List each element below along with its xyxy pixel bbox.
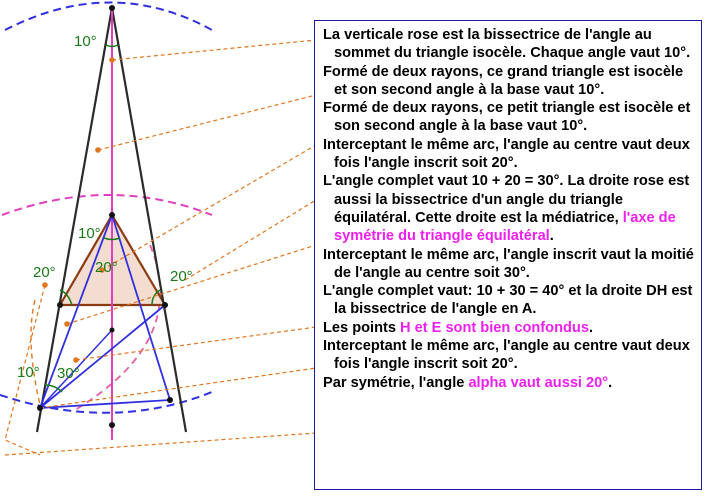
angle-label-apex: 10° [78, 225, 101, 242]
explanation-7: L'angle complet vaut: 10 + 30 = 40° et la droite DH est la bissectrice de l'angle en A. [323, 283, 693, 318]
leader-lines [5, 40, 316, 455]
alpha-highlight: alpha vaut aussi 20° [468, 374, 609, 391]
explanation-box [314, 20, 702, 490]
magenta-dashed-arc [2, 195, 212, 215]
explanation-10-end: . [608, 374, 613, 391]
big-triangle-right-side [112, 8, 186, 432]
angle-label-right: 20° [170, 268, 193, 285]
explanation-8-end: . [588, 319, 594, 336]
explanation-1: La verticale rose est la bissectrice de l'angle au sommet du triangle isocèle. Chaque angle vaut 10°. [323, 27, 691, 62]
bottom-left-dashed-arc [31, 300, 40, 405]
explanation-4: Interceptant le même arc, l'angle au centre vaut deux fois l'angle inscrit soit 20°. [323, 136, 690, 172]
explanation-5 [323, 172, 695, 245]
explanation-8-text: Les points [323, 319, 401, 336]
blue-line-3 [40, 400, 170, 408]
symmetry-axis-highlight: l'axe de symétrie du triangle équilatéral [334, 209, 676, 245]
explanation-9: Interceptant le même arc, l'angle au centre vaut deux fois l'angle inscrit soit 20°. [323, 338, 690, 373]
orange-dots [42, 57, 115, 363]
explanation-2: Formé de deux rayons, ce grand triangle est isocèle et son second angle à la base vaut 10°. [323, 63, 684, 98]
angle-label-a-10: 10° [17, 364, 40, 381]
explanation-8 [323, 319, 695, 337]
explanation-10-text: Par symétrie, l'angle [323, 374, 469, 391]
explanation-5-text: L'angle complet vaut 10 + 20 = 30°. La droite rose est aussi la bissectrice d'un angle du triangle équilatéral. Cette droite est la médiatrice, [323, 173, 690, 226]
points-confondus-highlight: H et E sont bien confondus [400, 319, 589, 336]
explanation-5-end: . [549, 228, 554, 245]
angle-label-top: 10° [74, 33, 97, 50]
angle-label-a-30: 30° [57, 365, 80, 382]
angle-label-left: 20° [33, 264, 56, 281]
explanation-10 [323, 374, 695, 392]
explanation-3: Formé de deux rayons, ce petit triangle est isocèle et son second angle à la base vaut 10°. [323, 100, 691, 135]
angle-label-center: 20° [95, 259, 118, 276]
explanation-6: Interceptant le même arc, l'angle inscrit vaut la moitié de l'angle au centre soit 30°. [323, 246, 694, 281]
